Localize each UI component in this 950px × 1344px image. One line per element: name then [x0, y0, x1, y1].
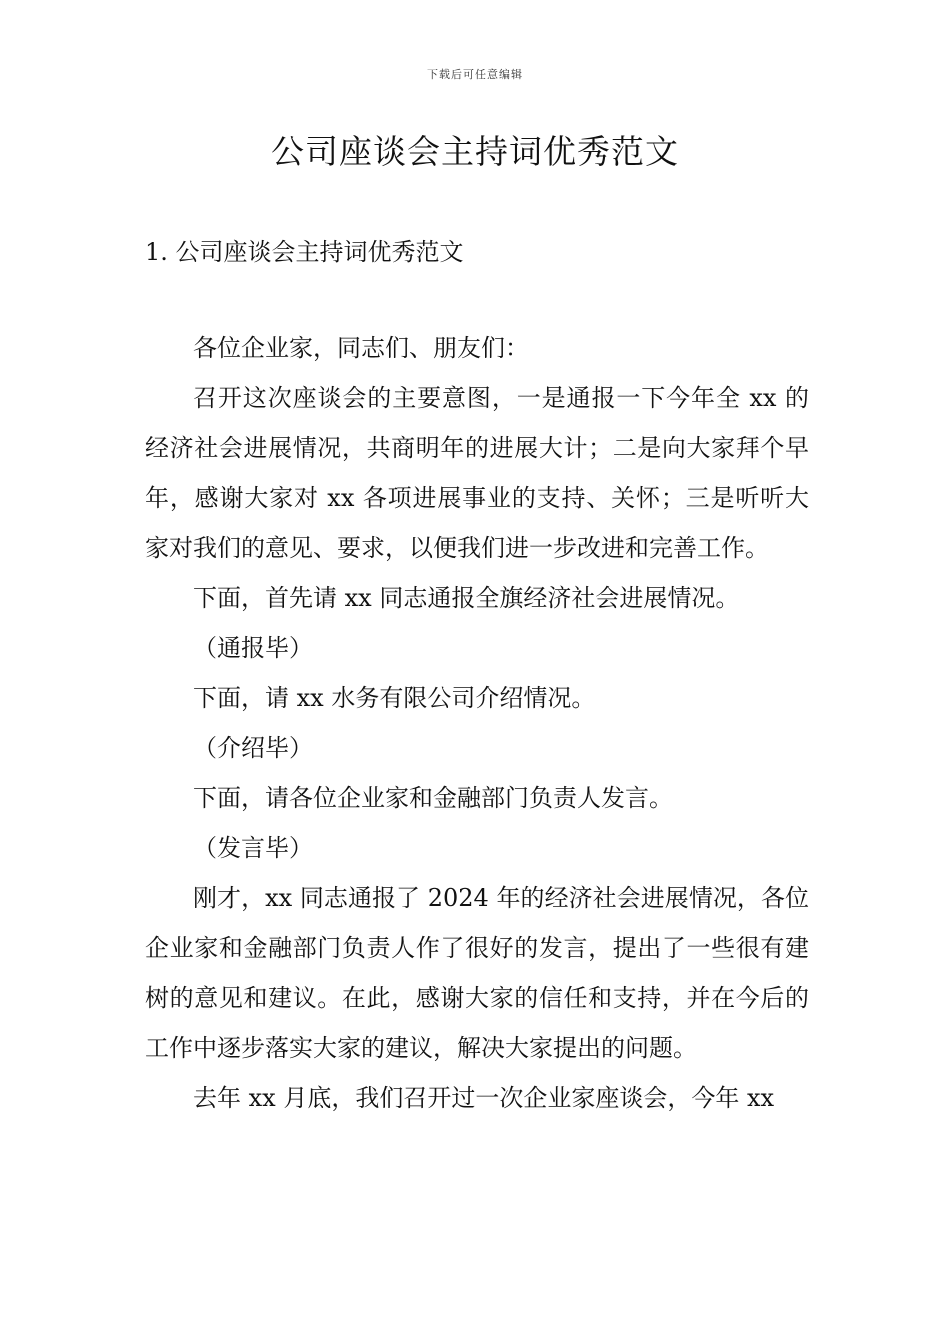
paragraph-purpose: 召开这次座谈会的主要意图，一是通报一下今年全 xx 的经济社会进展情况，共商明年的进展大计；二是向大家拜个早年，感谢大家对 xx 各项进展事业的支持、关怀；三是听听大家对我们的意见、要求，以便我们进一步改进和完善工作。	[145, 384, 809, 562]
paragraph-last-year: 去年 xx 月底，我们召开过一次企业家座谈会，今年 xx	[193, 1084, 775, 1112]
paragraph-company-intro: 下面，请 xx 水务有限公司介绍情况。	[193, 684, 596, 712]
paragraph-summary: 刚才，xx 同志通报了 2024 年的经济社会进展情况，各位企业家和金融部门负责人作了很好的发言，提出了一些很有建树的意见和建议。在此，感谢大家的信任和支持，并在今后的工作中逐步落实大家的建议，解决大家提出的问题。	[145, 884, 809, 1062]
section-heading: 1. 公司座谈会主持词优秀范文	[145, 238, 464, 266]
paragraph-report-end: （通报毕）	[193, 634, 313, 662]
paragraph-speeches-end: （发言毕）	[193, 834, 313, 862]
paragraph-first-report: 下面，首先请 xx 同志通报全旗经济社会进展情况。	[193, 584, 740, 612]
header-note: 下载后可任意编辑	[427, 68, 523, 81]
paragraph-intro-end: （介绍毕）	[193, 734, 313, 762]
paragraph-salutation: 各位企业家，同志们、朋友们：	[193, 334, 529, 362]
document-title: 公司座谈会主持词优秀范文	[271, 132, 679, 171]
document-body	[145, 323, 809, 1123]
paragraph-speeches: 下面，请各位企业家和金融部门负责人发言。	[193, 784, 673, 812]
